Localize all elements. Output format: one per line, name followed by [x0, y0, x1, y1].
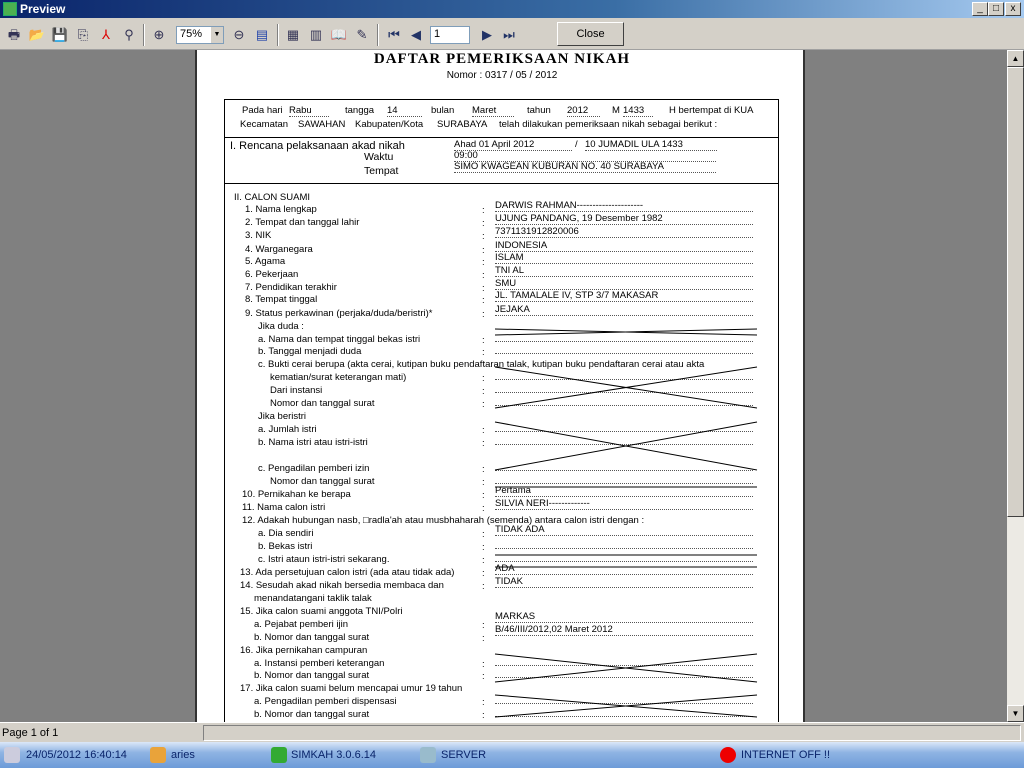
row-label: c. Bukti cerai berupa (akta cerai, kutipan buku pendaftaran talak, kutipan buku pendaftaran cerai atau akta — [258, 359, 705, 370]
colon: : — [482, 283, 485, 294]
document-page — [195, 50, 805, 722]
zoom-value: 75% — [180, 28, 203, 40]
field-akad-date: Ahad 01 April 2012 — [454, 139, 572, 151]
edit-icon[interactable]: ✎ — [356, 27, 368, 42]
colon: : — [482, 347, 485, 358]
field-year: 2012 — [567, 105, 600, 117]
colon: : — [482, 568, 485, 579]
row-label: Jika duda : — [258, 321, 304, 332]
section-1-label: I. Rencana pelaksanaan akad nikah — [230, 140, 405, 152]
first-page-icon[interactable]: ⏮ — [388, 27, 400, 42]
row-label: 14. Sesudah akad nikah bersedia membaca dan — [240, 580, 444, 591]
row-label: b. Nomor dan tanggal surat — [254, 709, 370, 720]
colon: : — [482, 503, 485, 514]
label: M — [612, 105, 620, 116]
vertical-scrollbar[interactable] — [1007, 50, 1024, 722]
row-label: Nomor dan tanggal surat — [270, 398, 375, 409]
row-value: DARWIS RAHMAN--------------------- — [495, 200, 753, 212]
row-label: a. Pengadilan pemberi dispensasi — [254, 696, 397, 707]
two-pages-icon[interactable]: ▥ — [309, 27, 323, 42]
colon: : — [482, 425, 485, 436]
app-logo-icon — [271, 747, 287, 763]
page-width-icon[interactable]: ▤ — [255, 27, 269, 42]
row-label: 2. Tempat dan tanggal lahir — [245, 217, 360, 228]
row-value: Pertama — [495, 485, 753, 497]
colon: : — [482, 477, 485, 488]
colon: : — [482, 671, 485, 682]
row-value: SMU — [495, 278, 753, 290]
row-value: B/46/III/2012,02 Maret 2012 — [495, 624, 753, 636]
maximize-button[interactable]: □ — [988, 2, 1004, 16]
chevron-down-icon[interactable]: ▼ — [211, 27, 223, 43]
field-date: 14 — [387, 105, 422, 117]
label: bulan — [431, 105, 455, 116]
row-label: Jika beristri — [258, 411, 307, 422]
section-2-label: II. CALON SUAMI — [234, 192, 311, 203]
title-bar — [0, 0, 1024, 18]
row-value: SILVIA NERI------------- — [495, 498, 753, 510]
document-number: Nomor : 0317 / 05 / 2012 — [446, 70, 558, 81]
row-label: a. Instansi pemberi keterangan — [254, 658, 385, 669]
row-value: INDONESIA — [495, 240, 753, 252]
app-icon — [3, 2, 17, 16]
book-icon[interactable]: 📖 — [330, 27, 348, 42]
internet-status: INTERNET OFF !! — [741, 749, 831, 761]
colon: : — [482, 205, 485, 216]
status-bar — [0, 722, 1024, 742]
zoom-select[interactable] — [176, 26, 224, 44]
separator — [377, 24, 379, 46]
label: Pada hari — [242, 105, 283, 116]
colon: : — [482, 555, 485, 566]
row-value: TIDAK ADA — [495, 524, 753, 536]
row-label: a. Dia sendiri — [258, 528, 314, 539]
label: Kabupaten/Kota — [355, 119, 424, 130]
row-label: 15. Jika calon suami anggota TNI/Polri — [240, 606, 403, 617]
colon: : — [482, 218, 485, 229]
field-hijri-year: 1433 — [623, 105, 653, 117]
label: Tempat — [364, 165, 399, 177]
colon: : — [482, 257, 485, 268]
colon: : — [482, 231, 485, 242]
row-label: 16. Jika pernikahan campuran — [240, 645, 368, 656]
user-name: aries — [171, 749, 195, 761]
zoom-out-icon[interactable]: ⊖ — [233, 27, 245, 42]
row-label: c. Istri ataun istri-istri sekarang. — [258, 554, 390, 565]
row-label: 10. Pernikahan ke berapa — [242, 489, 351, 500]
label: tangga — [345, 105, 375, 116]
window-title: Preview — [20, 2, 66, 16]
datetime: 24/05/2012 16:40:14 — [26, 749, 127, 761]
row-label: 6. Pekerjaan — [245, 269, 299, 280]
colon: : — [482, 710, 485, 721]
separator — [277, 24, 279, 46]
separator — [143, 24, 145, 46]
row-label: a. Pejabat pemberi ijin — [254, 619, 348, 630]
colon: : — [482, 270, 485, 281]
print-icon[interactable]: 🖶 — [7, 27, 21, 42]
field-kecamatan: SAWAHAN — [298, 119, 346, 130]
row-label: b. Nomor dan tanggal surat — [254, 632, 370, 643]
field-month: Maret — [472, 105, 514, 117]
strike-overlay — [197, 50, 807, 722]
row-label: 17. Jika calon suami belum mencapai umur 19 tahun — [240, 683, 463, 694]
colon: : — [482, 295, 485, 306]
scroll-down-icon[interactable]: ▼ — [1007, 705, 1024, 722]
toolbar — [0, 18, 1024, 50]
label: / — [575, 139, 578, 150]
row-label: kematian/surat keterangan mati) — [270, 372, 407, 383]
row-label: 11. Nama calon istri — [242, 502, 326, 513]
taskbar — [0, 742, 1024, 768]
server-label[interactable]: SERVER — [441, 749, 487, 761]
export-icon[interactable]: ⎘ — [77, 27, 89, 42]
row-value: JEJAKA — [495, 304, 753, 316]
row-label: 12. Adakah hubungan nasb, □radla'ah atau musbhaharah (semenda) antara calon istri dengan : — [242, 515, 645, 526]
field-tempat: SIMO KWAGEAN KUBURAN NO. 40 SURABAYA — [454, 161, 716, 173]
row-value: TNI AL — [495, 265, 753, 277]
single-page-icon[interactable]: ▦ — [286, 27, 300, 42]
label: H bertempat di KUA — [669, 105, 754, 116]
colon: : — [482, 633, 485, 644]
document-title: DAFTAR PEMERIKSAAN NIKAH — [373, 51, 631, 67]
row-label: 5. Agama — [245, 256, 286, 267]
save-icon[interactable]: 💾 — [51, 27, 69, 42]
row-label: b. Tanggal menjadi duda — [258, 346, 362, 357]
row-label: 7. Pendidikan terakhir — [245, 282, 337, 293]
row-label: b. Nama istri atau istri-istri — [258, 437, 368, 448]
pdf-icon[interactable]: ⅄ — [102, 27, 110, 42]
row-value: ISLAM — [495, 252, 753, 264]
row-label: Nomor dan tanggal surat — [270, 476, 375, 487]
row-label: c. Pengadilan pemberi izin — [258, 463, 370, 474]
row-label: b. Nomor dan tanggal surat — [254, 670, 370, 681]
colon: : — [482, 373, 485, 384]
row-value: 7371131912820006 — [495, 226, 753, 238]
clock-icon — [4, 747, 20, 763]
colon: : — [482, 529, 485, 540]
status-panel — [203, 725, 1021, 741]
page-number-input[interactable]: 1 — [430, 26, 470, 44]
row-value: MARKAS — [495, 611, 753, 623]
colon: : — [482, 309, 485, 320]
label: tahun — [527, 105, 551, 116]
prev-page-icon[interactable]: ◀ — [411, 27, 421, 42]
colon: : — [482, 335, 485, 346]
label: telah dilakukan pemeriksaan nikah sebagai berikut : — [499, 119, 718, 130]
row-label: 1. Nama lengkap — [245, 204, 317, 215]
colon: : — [482, 490, 485, 501]
colon: : — [482, 542, 485, 553]
row-value: ADA — [495, 563, 753, 575]
row-value: UJUNG PANDANG, 19 Desember 1982 — [495, 213, 753, 225]
colon: : — [482, 464, 485, 475]
row-label: 4. Warganegara — [245, 244, 313, 255]
colon: : — [482, 399, 485, 410]
row-label: 13. Ada persetujuan calon istri (ada atau tidak ada) — [240, 567, 455, 578]
scroll-up-icon[interactable]: ▲ — [1007, 50, 1024, 67]
field-kota: SURABAYA — [437, 119, 488, 130]
field-waktu: 09:00 — [454, 150, 716, 162]
row-label: 9. Status perkawinan (perjaka/duda/beristri)* — [245, 308, 433, 319]
close-button[interactable]: Close — [557, 22, 624, 46]
colon: : — [482, 659, 485, 670]
label: Waktu — [364, 151, 394, 163]
row-label: b. Bekas istri — [258, 541, 313, 552]
colon: : — [482, 620, 485, 631]
minimize-button[interactable]: _ — [972, 2, 988, 16]
find-binoculars-icon[interactable]: ⚲ — [124, 27, 134, 42]
row-value: TIDAK — [495, 576, 753, 588]
app-version[interactable]: SIMKAH 3.0.6.14 — [291, 749, 376, 761]
label: Kecamatan — [240, 119, 289, 130]
open-folder-icon[interactable]: 📂 — [28, 27, 46, 42]
row-value: JL. TAMALALE IV, STP 3/7 MAKASAR — [495, 290, 753, 302]
close-window-button[interactable]: x — [1005, 2, 1021, 16]
row-label: a. Nama dan tempat tinggal bekas istri — [258, 334, 421, 345]
colon: : — [482, 697, 485, 708]
server-icon — [420, 747, 436, 763]
last-page-icon[interactable]: ⏭ — [503, 27, 515, 42]
row-label: a. Jumlah istri — [258, 424, 317, 435]
row-label: Dari instansi — [270, 385, 323, 396]
row-label: menandatangani taklik talak — [254, 593, 372, 604]
colon: : — [482, 438, 485, 449]
user-icon — [150, 747, 166, 763]
field-day: Rabu — [289, 105, 329, 117]
row-label: 3. NIK — [245, 230, 272, 241]
internet-status-icon — [720, 747, 736, 763]
zoom-in-icon[interactable]: ⊕ — [153, 27, 165, 42]
colon: : — [482, 245, 485, 256]
next-page-icon[interactable]: ▶ — [482, 27, 492, 42]
colon: : — [482, 386, 485, 397]
row-label: 8. Tempat tinggal — [245, 294, 318, 305]
colon: : — [482, 581, 485, 592]
page-count: Page 1 of 1 — [2, 727, 59, 739]
field-akad-hijri: 10 JUMADIL ULA 1433 — [585, 139, 717, 151]
scroll-thumb[interactable] — [1007, 67, 1024, 517]
